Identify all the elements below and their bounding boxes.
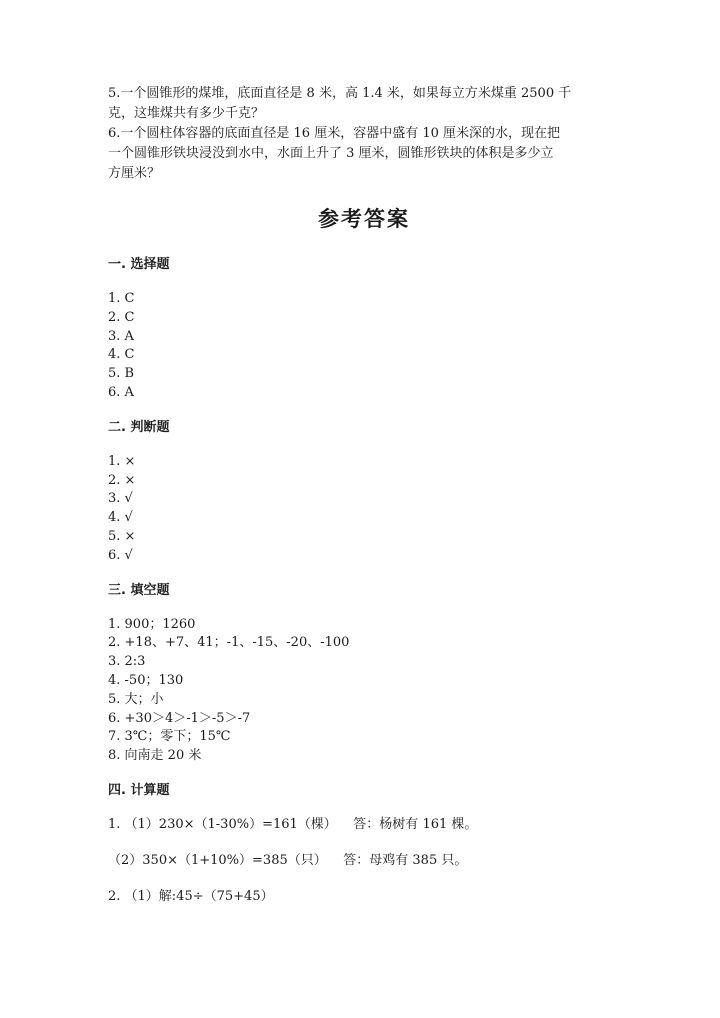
- answer-list: [108, 290, 620, 403]
- answer-item: 4. √: [108, 510, 133, 526]
- calc-line: 2. （1）解:45÷（75+45）: [108, 888, 274, 904]
- section-fill-blank: [108, 582, 620, 766]
- problem-line: 5.一个圆锥形的煤堆，底面直径是 8 米，高 1.4 米，如果每立方米煤重 2500 千: [108, 86, 572, 101]
- section-choice: [108, 256, 620, 403]
- section-heading: 二. 判断题: [108, 419, 170, 435]
- answer-item: 2. +18、+7、41；-1、-15、-20、-100: [108, 635, 350, 651]
- answer-list: [108, 453, 620, 566]
- answer-item: 4. -50；130: [108, 672, 184, 688]
- answer-item: 8. 向南走 20 米: [108, 748, 202, 764]
- problem-6: [108, 124, 620, 184]
- problem-line: 克，这堆煤共有多少千克？: [108, 106, 265, 121]
- answer-item: 6. √: [108, 547, 133, 563]
- section-heading: 三. 填空题: [108, 582, 170, 598]
- calc-line: （2）350×（1+10%）=385（只） 答：母鸡有 385 只。: [108, 852, 468, 868]
- answer-item: 5. ×: [108, 528, 136, 544]
- answer-item: 6. A: [108, 384, 134, 400]
- answer-list: [108, 616, 620, 766]
- problem-line: 一个圆锥形铁块浸没到水中，水面上升了 3 厘米，圆锥形铁块的体积是多少立: [108, 146, 554, 161]
- section-heading: 四. 计算题: [108, 782, 170, 798]
- answer-item: 3. A: [108, 328, 134, 344]
- answer-item: 3. √: [108, 491, 133, 507]
- answer-item: 2. C: [108, 309, 135, 325]
- answer-item: 3. 2:3: [108, 654, 146, 670]
- problem-line: 方厘米？: [108, 166, 161, 181]
- answer-item: 2. ×: [108, 472, 136, 488]
- answer-item: 6. +30＞4＞-1＞-5＞-7: [108, 710, 251, 726]
- document-page: [108, 84, 620, 906]
- answer-item: 5. 大；小: [108, 691, 164, 707]
- answer-item: 1. ×: [108, 453, 136, 469]
- answer-item: 1. C: [108, 291, 135, 306]
- answer-item: 5. B: [108, 366, 135, 382]
- answers-title: 参考答案: [318, 206, 410, 231]
- answer-item: 7. 3℃；零下；15℃: [108, 729, 231, 745]
- problem-5: [108, 84, 620, 124]
- section-heading: 一. 选择题: [108, 257, 170, 272]
- calc-list: [108, 816, 620, 906]
- section-calculation: [108, 782, 620, 906]
- section-judgement: [108, 419, 620, 566]
- answer-item: 4. C: [108, 347, 135, 363]
- problem-line: 6.一个圆柱体容器的底面直径是 16 厘米，容器中盛有 10 厘米深的水，现在把: [108, 126, 561, 141]
- answer-item: 1. 900；1260: [108, 616, 196, 632]
- calc-line: 1. （1）230×（1-30%）=161（棵） 答：杨树有 161 棵。: [108, 816, 478, 832]
